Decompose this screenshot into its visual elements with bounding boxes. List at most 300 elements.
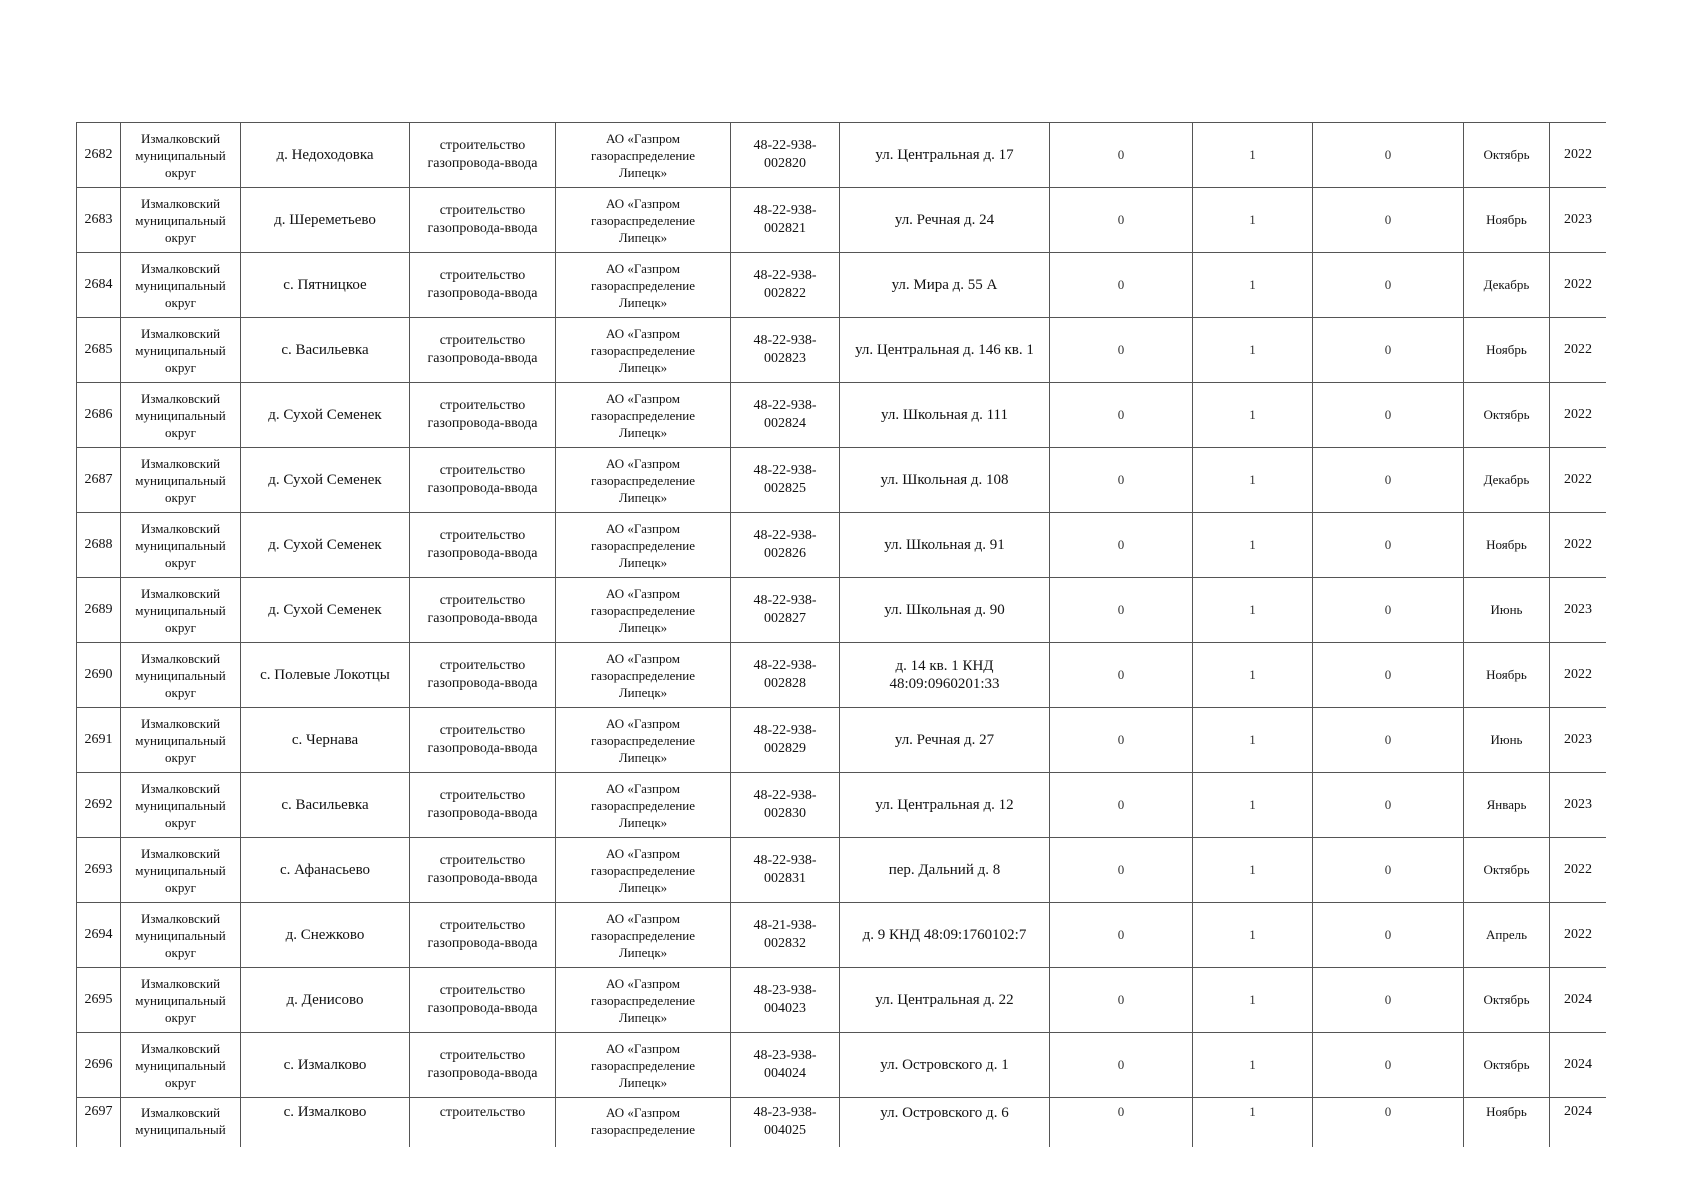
value-1-cell: 0 [1050,1033,1193,1098]
district-line: Измалковский [140,130,221,146]
district-line: Измалковский [140,520,221,536]
application-code-cell [731,1033,840,1098]
work-type-cell [410,1033,556,1098]
address-cell [840,1098,1050,1148]
row-number-cell: 2685 [77,318,121,383]
work-type-line: газопровода-ввода [427,481,538,496]
work-type-cell [410,448,556,513]
work-type-line: газопровода-ввода [427,221,538,236]
locality-cell: д. Сухой Семенек [241,513,410,578]
application-code-line: 48-22-938- [753,528,817,543]
district-line: округ [165,814,196,830]
district-line: муниципальный [135,862,226,878]
application-code-line: 002820 [764,156,806,171]
application-code-line: 48-22-938- [753,333,817,348]
district-cell [121,123,241,188]
district-cell [121,968,241,1033]
organization-line: газораспределение [590,472,696,488]
month-cell: Январь [1464,773,1550,838]
organization-line: газораспределение [590,212,696,228]
address-cell [840,578,1050,643]
value-3-cell: 0 [1313,123,1464,188]
year-cell: 2022 [1550,643,1607,708]
district-line: округ [165,1009,196,1025]
organization-line: АО «Газпром [606,455,680,471]
organization-line: газораспределение [590,1057,696,1073]
application-code-line: 48-22-938- [753,268,817,283]
district-line: округ [165,1074,196,1090]
table-body [77,123,1607,1148]
district-cell [121,773,241,838]
table-row [77,1033,1607,1098]
organization-line: АО «Газпром [606,195,680,211]
organization-cell [556,578,731,643]
table-row [77,318,1607,383]
application-code-cell [731,383,840,448]
application-code-line: 48-22-938- [753,658,817,673]
locality-cell: с. Васильевка [241,318,410,383]
organization-cell [556,383,731,448]
application-code-line: 002824 [764,416,806,431]
locality-cell: д. Сухой Семенек [241,448,410,513]
organization-line: газораспределение [590,147,696,163]
work-type-cell [410,708,556,773]
organization-line: газораспределение [590,667,696,683]
value-1-cell: 0 [1050,318,1193,383]
row-number-cell: 2694 [77,903,121,968]
row-number-cell: 2682 [77,123,121,188]
organization-line: АО «Газпром [606,845,680,861]
month-cell: Октябрь [1464,123,1550,188]
district-cell [121,838,241,903]
row-number-cell: 2687 [77,448,121,513]
value-2-cell: 1 [1193,968,1313,1033]
address-cell [840,513,1050,578]
district-line: Измалковский [140,1105,221,1120]
work-type-line: строительство [439,1048,526,1063]
work-type-line: строительство [439,203,526,218]
locality-cell: с. Чернава [241,708,410,773]
address-line: ул. Школьная д. 91 [884,537,1005,553]
organization-line: газораспределение [590,407,696,423]
application-code-cell [731,643,840,708]
work-type-cell [410,578,556,643]
work-type-line: газопровода-ввода [427,416,538,431]
value-2-cell: 1 [1193,578,1313,643]
district-line: муниципальный [135,667,226,683]
address-cell [840,318,1050,383]
work-type-line: газопровода-ввода [427,676,538,691]
work-type-line: газопровода-ввода [427,611,538,626]
value-2-cell: 1 [1193,903,1313,968]
organization-cell [556,253,731,318]
organization-line: АО «Газпром [606,1040,680,1056]
year-cell: 2024 [1550,1098,1607,1148]
district-line: округ [165,164,196,180]
district-line: Измалковский [140,325,221,341]
application-code-line: 48-22-938- [753,853,817,868]
application-code-cell [731,318,840,383]
application-code-cell [731,773,840,838]
value-3-cell: 0 [1313,838,1464,903]
locality-cell: с. Измалково [241,1098,410,1148]
month-cell: Апрель [1464,903,1550,968]
district-cell [121,513,241,578]
row-number-cell: 2692 [77,773,121,838]
month-cell: Октябрь [1464,383,1550,448]
row-number-cell: 2693 [77,838,121,903]
locality-cell: д. Снежково [241,903,410,968]
table-row [77,253,1607,318]
work-type-line: строительство [439,268,526,283]
district-cell [121,383,241,448]
application-code-line: 48-22-938- [753,593,817,608]
month-cell: Октябрь [1464,838,1550,903]
organization-line: Липецк» [618,229,668,245]
year-cell: 2022 [1550,383,1607,448]
year-cell: 2022 [1550,318,1607,383]
table-row [77,448,1607,513]
address-cell [840,448,1050,513]
address-cell [840,708,1050,773]
gas-connections-table [76,122,1606,1147]
year-cell: 2023 [1550,773,1607,838]
locality-cell: с. Афанасьево [241,838,410,903]
district-line: муниципальный [135,407,226,423]
organization-line: газораспределение [590,537,696,553]
district-line: Измалковский [140,455,221,471]
district-line: муниципальный [135,147,226,163]
work-type-line: газопровода-ввода [427,1066,538,1081]
value-3-cell: 0 [1313,643,1464,708]
year-cell: 2024 [1550,968,1607,1033]
district-line: округ [165,879,196,895]
table-row [77,123,1607,188]
value-2-cell: 1 [1193,123,1313,188]
value-1-cell: 0 [1050,578,1193,643]
organization-line: АО «Газпром [606,585,680,601]
district-line: округ [165,359,196,375]
district-cell [121,1033,241,1098]
row-number-cell: 2686 [77,383,121,448]
organization-line: газораспределение [590,1122,696,1137]
application-code-line: 002828 [764,676,806,691]
organization-cell [556,318,731,383]
work-type-line: газопровода-ввода [427,806,538,821]
district-line: Измалковский [140,195,221,211]
month-cell: Ноябрь [1464,318,1550,383]
address-line: ул. Речная д. 24 [894,212,995,228]
work-type-line: строительство [439,918,526,933]
work-type-cell [410,643,556,708]
locality-cell: д. Сухой Семенек [241,578,410,643]
organization-line: Липецк» [618,814,668,830]
value-2-cell: 1 [1193,513,1313,578]
table-row [77,643,1607,708]
value-1-cell: 0 [1050,123,1193,188]
month-cell: Декабрь [1464,448,1550,513]
value-2-cell: 1 [1193,188,1313,253]
district-line: муниципальный [135,797,226,813]
organization-line: газораспределение [590,797,696,813]
work-type-line: газопровода-ввода [427,1001,538,1016]
application-code-line: 002831 [764,871,806,886]
year-cell: 2022 [1550,513,1607,578]
work-type-cell [410,188,556,253]
row-number-cell: 2697 [77,1098,121,1148]
row-number-cell: 2683 [77,188,121,253]
application-code-line: 002832 [764,936,806,951]
organization-line: АО «Газпром [606,650,680,666]
value-3-cell: 0 [1313,773,1464,838]
organization-cell [556,448,731,513]
month-cell: Декабрь [1464,253,1550,318]
organization-line: АО «Газпром [606,260,680,276]
table-row [77,1098,1607,1148]
row-number-cell: 2688 [77,513,121,578]
district-cell [121,708,241,773]
application-code-line: 002822 [764,286,806,301]
organization-line: АО «Газпром [606,390,680,406]
application-code-line: 002827 [764,611,806,626]
value-2-cell: 1 [1193,318,1313,383]
value-1-cell: 0 [1050,1098,1193,1148]
application-code-line: 48-22-938- [753,723,817,738]
organization-line: Липецк» [618,294,668,310]
district-cell [121,643,241,708]
address-line: ул. Школьная д. 108 [880,472,1009,488]
value-1-cell: 0 [1050,838,1193,903]
district-line: Измалковский [140,845,221,861]
application-code-cell [731,253,840,318]
month-cell: Ноябрь [1464,643,1550,708]
work-type-line: газопровода-ввода [427,286,538,301]
value-3-cell: 0 [1313,513,1464,578]
work-type-line: строительство [439,1105,526,1120]
organization-cell [556,708,731,773]
district-cell [121,578,241,643]
organization-line: газораспределение [590,342,696,358]
application-code-line: 48-22-938- [753,203,817,218]
year-cell: 2022 [1550,448,1607,513]
year-cell: 2023 [1550,578,1607,643]
address-line: ул. Школьная д. 111 [881,407,1008,423]
value-2-cell: 1 [1193,448,1313,513]
organization-cell [556,968,731,1033]
organization-line: газораспределение [590,927,696,943]
address-cell [840,253,1050,318]
application-code-cell [731,968,840,1033]
district-line: Измалковский [140,585,221,601]
district-line: муниципальный [135,472,226,488]
work-type-line: строительство [439,528,526,543]
work-type-cell [410,903,556,968]
organization-line: газораспределение [590,602,696,618]
value-1-cell: 0 [1050,383,1193,448]
value-2-cell: 1 [1193,253,1313,318]
work-type-line: строительство [439,658,526,673]
application-code-line: 48-22-938- [753,463,817,478]
month-cell: Ноябрь [1464,188,1550,253]
value-1-cell: 0 [1050,903,1193,968]
application-code-cell [731,578,840,643]
row-number-cell: 2695 [77,968,121,1033]
application-code-line: 004023 [764,1001,806,1016]
work-type-line: газопровода-ввода [427,351,538,366]
table-row [77,968,1607,1033]
application-code-line: 48-23-938- [753,1105,817,1120]
address-cell [840,123,1050,188]
district-line: муниципальный [135,342,226,358]
table-row [77,383,1607,448]
organization-line: Липецк» [618,359,668,375]
application-code-line: 48-21-938- [753,918,817,933]
value-2-cell: 1 [1193,773,1313,838]
month-cell: Ноябрь [1464,513,1550,578]
work-type-cell [410,123,556,188]
year-cell: 2023 [1550,708,1607,773]
application-code-line: 002823 [764,351,806,366]
locality-cell: д. Недоходовка [241,123,410,188]
address-cell [840,903,1050,968]
work-type-cell [410,968,556,1033]
value-3-cell: 0 [1313,968,1464,1033]
table-row [77,773,1607,838]
application-code-cell [731,123,840,188]
address-cell [840,643,1050,708]
district-line: муниципальный [135,212,226,228]
work-type-line: строительство [439,788,526,803]
district-cell [121,1098,241,1148]
value-3-cell: 0 [1313,1033,1464,1098]
work-type-cell [410,318,556,383]
application-code-line: 004025 [764,1123,806,1138]
address-line: ул. Центральная д. 17 [875,147,1014,163]
year-cell: 2024 [1550,1033,1607,1098]
value-1-cell: 0 [1050,708,1193,773]
application-code-line: 002829 [764,741,806,756]
work-type-line: строительство [439,853,526,868]
address-cell [840,383,1050,448]
work-type-line: газопровода-ввода [427,936,538,951]
organization-line: Липецк» [618,879,668,895]
organization-cell [556,643,731,708]
organization-line: АО «Газпром [606,1105,680,1120]
address-line: пер. Дальний д. 8 [888,862,1001,878]
address-line: ул. Школьная д. 90 [884,602,1005,618]
month-cell: Ноябрь [1464,1098,1550,1148]
work-type-line: строительство [439,398,526,413]
year-cell: 2022 [1550,253,1607,318]
month-cell: Октябрь [1464,1033,1550,1098]
value-1-cell: 0 [1050,448,1193,513]
locality-cell: д. Шереметьево [241,188,410,253]
value-2-cell: 1 [1193,838,1313,903]
organization-line: Липецк» [618,424,668,440]
organization-cell [556,1033,731,1098]
district-line: Измалковский [140,780,221,796]
table-row [77,838,1607,903]
table-row [77,903,1607,968]
organization-line: АО «Газпром [606,975,680,991]
month-cell: Октябрь [1464,968,1550,1033]
application-code-line: 48-22-938- [753,398,817,413]
work-type-line: газопровода-ввода [427,156,538,171]
application-code-cell [731,838,840,903]
work-type-cell [410,253,556,318]
organization-line: Липецк» [618,684,668,700]
organization-line: АО «Газпром [606,325,680,341]
row-number-cell: 2689 [77,578,121,643]
district-cell [121,448,241,513]
value-2-cell: 1 [1193,383,1313,448]
value-3-cell: 0 [1313,1098,1464,1148]
work-type-cell [410,383,556,448]
district-line: округ [165,619,196,635]
district-line: округ [165,294,196,310]
application-code-cell [731,448,840,513]
district-cell [121,188,241,253]
organization-cell [556,123,731,188]
organization-line: Липецк» [618,489,668,505]
district-cell [121,903,241,968]
application-code-line: 004024 [764,1066,806,1081]
organization-cell [556,188,731,253]
value-1-cell: 0 [1050,968,1193,1033]
organization-cell [556,838,731,903]
district-line: муниципальный [135,602,226,618]
organization-line: АО «Газпром [606,715,680,731]
application-code-cell [731,1098,840,1148]
district-line: округ [165,424,196,440]
district-line: муниципальный [135,732,226,748]
district-line: Измалковский [140,1040,221,1056]
district-line: муниципальный [135,927,226,943]
district-line: Измалковский [140,260,221,276]
application-code-line: 002825 [764,481,806,496]
organization-line: АО «Газпром [606,130,680,146]
value-3-cell: 0 [1313,903,1464,968]
district-line: округ [165,489,196,505]
organization-line: Липецк» [618,1074,668,1090]
application-code-line: 48-23-938- [753,983,817,998]
organization-line: Липецк» [618,554,668,570]
work-type-line: строительство [439,463,526,478]
district-line: муниципальный [135,1057,226,1073]
locality-cell: с. Васильевка [241,773,410,838]
table-row [77,188,1607,253]
district-line: муниципальный [135,1122,226,1137]
organization-line: газораспределение [590,862,696,878]
organization-line: газораспределение [590,992,696,1008]
locality-cell: с. Полевые Локотцы [241,643,410,708]
month-cell: Июнь [1464,578,1550,643]
value-3-cell: 0 [1313,383,1464,448]
district-line: Измалковский [140,390,221,406]
application-code-cell [731,708,840,773]
value-2-cell: 1 [1193,1098,1313,1148]
row-number-cell: 2690 [77,643,121,708]
address-cell [840,188,1050,253]
value-1-cell: 0 [1050,643,1193,708]
district-line: Измалковский [140,910,221,926]
district-line: Измалковский [140,715,221,731]
value-2-cell: 1 [1193,708,1313,773]
address-line: 48:09:0960201:33 [889,676,1000,692]
organization-cell [556,903,731,968]
value-3-cell: 0 [1313,188,1464,253]
value-3-cell: 0 [1313,708,1464,773]
